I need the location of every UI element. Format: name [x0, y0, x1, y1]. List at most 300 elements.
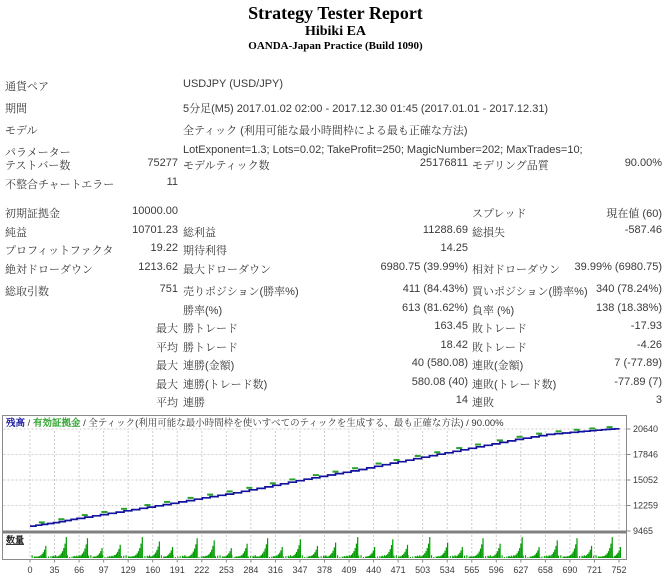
- volume-bar: [517, 553, 518, 558]
- volume-bar: [525, 555, 526, 558]
- volume-bar: [402, 555, 403, 558]
- stats-label: 相対ドローダウン: [472, 263, 560, 276]
- volume-bar: [50, 556, 51, 558]
- legend-equity: 有効証拠金: [32, 418, 81, 429]
- volume-bar: [250, 556, 251, 558]
- volume-bar: [373, 550, 374, 558]
- x-tick-label: 253: [218, 565, 234, 575]
- volume-bar: [379, 556, 380, 558]
- volume-bar: [177, 557, 178, 558]
- volume-bar: [210, 552, 211, 558]
- volume-bar: [222, 557, 223, 559]
- stats-value: -17.93: [630, 320, 662, 332]
- volume-bar: [583, 557, 584, 559]
- volume-bar: [612, 537, 613, 558]
- volume-bar: [133, 556, 134, 558]
- stats-label: 不整合チャートエラー: [5, 178, 115, 191]
- volume-bar: [280, 550, 281, 558]
- volume-bar: [120, 545, 121, 558]
- volume-bar: [339, 557, 340, 558]
- stats-label: 勝トレード: [183, 323, 238, 335]
- stats-value: 340 (78.24%): [595, 283, 662, 295]
- volume-bar: [77, 557, 78, 559]
- volume-bar: [58, 556, 59, 558]
- legend-model: 全ティック(利用可能な最小時間枠を使いすべてのティックを生成する、最も正確な方法) / 90.00%: [88, 418, 504, 429]
- volume-bar: [596, 555, 597, 558]
- volume-bar: [207, 555, 208, 558]
- volume-bar: [241, 555, 242, 558]
- stats-value: 10000.00: [132, 205, 178, 217]
- volume-bar: [331, 553, 332, 558]
- volume-bar: [460, 550, 461, 558]
- volume-bar: [308, 557, 309, 559]
- volume-bar: [605, 555, 606, 558]
- volume-bar: [38, 557, 39, 559]
- volume-bar: [574, 549, 575, 558]
- x-tick-label: 503: [415, 565, 431, 575]
- volume-bar: [327, 556, 328, 558]
- volume-bar: [330, 555, 331, 558]
- stats-value: 163.45: [434, 320, 468, 332]
- volume-bar: [554, 550, 555, 558]
- volume-bar: [278, 554, 279, 558]
- volume-bar: [107, 557, 108, 558]
- volume-bar: [568, 557, 569, 559]
- volume-bar: [355, 548, 356, 558]
- volume-bar: [239, 556, 240, 558]
- volume-bar: [404, 552, 405, 558]
- volume-bar: [383, 557, 384, 559]
- stats-value: 751: [159, 283, 178, 295]
- volume-bar: [403, 554, 404, 558]
- volume-bar: [536, 553, 537, 558]
- stats-label: 連敗(トレード数): [472, 378, 557, 391]
- volume-bar: [167, 556, 168, 558]
- volume-bar: [215, 556, 216, 558]
- volume-bar: [520, 544, 521, 558]
- volume-bar: [491, 557, 492, 559]
- volume-bar: [277, 556, 278, 558]
- stats-value: -4.26: [636, 338, 662, 351]
- info-label: 通貨ペア: [5, 81, 49, 93]
- stats-value: 3: [655, 394, 662, 406]
- volume-bar: [545, 557, 546, 559]
- volume-bar: [262, 554, 263, 558]
- volume-bar: [104, 557, 105, 558]
- x-tick-label: 565: [464, 565, 480, 575]
- volume-bar: [385, 556, 386, 558]
- x-tick-label: 160: [145, 565, 161, 575]
- y-tick-label: 12259: [633, 500, 659, 511]
- volume-bar: [57, 556, 58, 558]
- volume-bar: [244, 551, 245, 558]
- volume-bar: [329, 556, 330, 558]
- volume-bar: [458, 554, 459, 558]
- x-tick-label: 284: [243, 565, 259, 575]
- volume-bar: [99, 553, 100, 558]
- volume-bar: [582, 557, 583, 559]
- volume-bar: [485, 556, 486, 558]
- volume-bar: [246, 544, 247, 558]
- stats-row: [0, 339, 671, 354]
- volume-bar: [302, 555, 303, 558]
- volume-bar: [431, 555, 432, 558]
- volume-bar: [66, 537, 67, 558]
- volume-bar: [382, 557, 383, 559]
- volume-bar: [236, 557, 237, 559]
- stats-value: 平均: [156, 341, 178, 354]
- volume-bar: [444, 551, 445, 558]
- volume-bar: [132, 557, 133, 559]
- volume-bar: [306, 557, 307, 558]
- volume-bar: [293, 555, 294, 558]
- volume-bar: [318, 557, 319, 558]
- volume-bar: [150, 557, 151, 559]
- stats-label: 総損失: [472, 226, 505, 239]
- volume-bar: [433, 557, 434, 558]
- x-tick-label: 658: [537, 565, 553, 575]
- volume-bar: [334, 547, 335, 558]
- volume-bar: [475, 556, 476, 558]
- volume-bar: [245, 548, 246, 558]
- volume-bar: [544, 556, 545, 558]
- volume-bar: [504, 557, 505, 558]
- volume-bar: [598, 557, 599, 559]
- stats-row: [0, 176, 671, 191]
- stats-row: [0, 320, 671, 335]
- volume-bar: [93, 557, 94, 559]
- volume-bar: [508, 557, 509, 559]
- info-row: [0, 122, 671, 137]
- volume-bar: [238, 557, 239, 559]
- stats-label: 売りポジション(勝率%): [183, 286, 299, 298]
- volume-bar: [206, 556, 207, 558]
- volume-bar: [142, 537, 143, 558]
- info-row: [0, 78, 671, 93]
- stats-value: 6980.75 (39.99%): [380, 260, 468, 273]
- volume-bar: [532, 556, 533, 558]
- volume-bar: [480, 549, 481, 558]
- volume-bar: [140, 544, 141, 558]
- volume-bar: [356, 544, 357, 558]
- volume-bar: [189, 556, 190, 558]
- stats-value: 平均: [156, 397, 178, 409]
- volume-bar: [506, 557, 507, 558]
- volume-bar: [53, 557, 54, 559]
- x-tick-label: 471: [390, 565, 406, 575]
- stats-row: [0, 357, 671, 372]
- stats-value: 14: [455, 394, 468, 406]
- volume-bar: [312, 555, 313, 558]
- volume-bar: [332, 551, 333, 558]
- x-tick-label: 347: [292, 565, 308, 575]
- stats-label: 買いポジション(勝率%): [472, 286, 588, 298]
- volume-bar: [407, 545, 408, 558]
- profit-graph: [0, 412, 671, 582]
- volume-bar: [185, 557, 186, 559]
- volume-bar: [87, 538, 88, 558]
- volume-bar: [365, 557, 366, 559]
- volume-bar: [474, 557, 475, 559]
- volume-bar: [418, 557, 419, 559]
- stats-label: 連敗: [472, 397, 494, 409]
- volume-bar: [593, 556, 594, 558]
- volume-bar: [266, 544, 267, 558]
- volume-bar: [166, 556, 167, 558]
- stats-value: 39.99% (6980.75): [574, 260, 662, 273]
- volume-bar: [205, 557, 206, 559]
- volume-bar: [576, 538, 577, 558]
- volume-bar: [79, 556, 80, 558]
- stats-label: 連勝(トレード数): [183, 378, 268, 391]
- volume-bar: [406, 549, 407, 558]
- volume-bar: [591, 546, 592, 558]
- volume-bar: [72, 557, 73, 558]
- volume-bar: [558, 556, 559, 558]
- stats-row: [0, 205, 671, 220]
- stats-label: モデリング品質: [472, 160, 549, 172]
- volume-bar: [530, 557, 531, 559]
- volume-bar: [285, 556, 286, 558]
- volume-bar: [438, 557, 439, 559]
- volume-bar: [514, 556, 515, 558]
- volume-bar: [453, 557, 454, 559]
- volume-bar: [121, 556, 122, 558]
- volume-bar: [410, 557, 411, 558]
- volume-bar: [108, 557, 109, 559]
- volume-bar: [603, 556, 604, 558]
- volume-bar: [391, 545, 392, 558]
- volume-bar: [496, 553, 497, 558]
- stats-value: 最大: [156, 323, 178, 335]
- stats-row: [0, 376, 671, 391]
- stats-label: 総取引数: [5, 286, 49, 298]
- volume-bar: [86, 544, 87, 558]
- volume-bar: [489, 557, 490, 559]
- stats-value: 10701.23: [132, 223, 178, 236]
- volume-bar: [535, 554, 536, 558]
- volume-bar: [227, 555, 228, 558]
- volume-bar: [134, 556, 135, 558]
- stats-value: 411 (84.43%): [402, 283, 468, 295]
- stats-value: 138 (18.38%): [595, 301, 662, 314]
- volume-bar: [96, 556, 97, 558]
- volume-bar: [39, 556, 40, 558]
- volume-bar: [352, 553, 353, 558]
- stats-value: 580.08 (40): [411, 375, 468, 388]
- volume-bar: [194, 549, 195, 558]
- report-title: Strategy Tester Report: [248, 3, 423, 23]
- volume-bar: [569, 556, 570, 558]
- info-label: 期間: [5, 103, 27, 115]
- ea-name: Hibiki EA: [304, 24, 367, 39]
- volume-bar: [84, 549, 85, 558]
- volume-bar: [550, 555, 551, 558]
- volume-bar: [479, 552, 480, 558]
- volume-bar: [202, 557, 203, 559]
- volume-bar: [198, 557, 199, 558]
- volume-bar: [253, 557, 254, 559]
- volume-bar: [392, 539, 393, 558]
- volume-bar: [420, 556, 421, 558]
- volume-bar: [564, 557, 565, 559]
- volume-bar: [419, 557, 420, 559]
- volume-bar: [587, 554, 588, 558]
- volume-bar: [290, 557, 291, 559]
- info-value: 5分足(M5) 2017.01.02 02:00 - 2017.12.30 01:45 (2017.01.01 - 2017.12.31): [183, 103, 549, 115]
- volume-bar: [76, 557, 77, 559]
- volume-bar: [98, 555, 99, 558]
- volume-bar: [537, 550, 538, 558]
- volume-bar: [298, 545, 299, 558]
- stats-value: 25176811: [419, 157, 468, 169]
- volume-bar: [366, 557, 367, 559]
- panel-separator: [3, 531, 626, 534]
- stats-value: 75277: [147, 157, 178, 169]
- volume-bar: [549, 556, 550, 558]
- info-label: パラメーター: [5, 147, 71, 159]
- volume-bar: [274, 557, 275, 559]
- volume-bar: [130, 557, 131, 559]
- volume-bar: [123, 556, 124, 558]
- balance-equity-chart: [0, 412, 671, 582]
- volume-bar: [263, 552, 264, 558]
- volume-bar: [259, 556, 260, 558]
- volume-bar: [347, 557, 348, 559]
- volume-bar: [175, 557, 176, 558]
- stats-value: 11: [166, 175, 178, 188]
- volume-bar: [116, 554, 117, 558]
- volume-bar: [388, 552, 389, 558]
- volume-bar: [226, 556, 227, 558]
- stats-label: 連敗(金額): [472, 360, 524, 372]
- volume-bar: [282, 547, 283, 558]
- volume-bar: [358, 556, 359, 558]
- y-tick-label: 9465: [633, 526, 654, 536]
- volume-bar: [608, 551, 609, 558]
- volume-bar: [64, 544, 65, 558]
- volume-bar: [186, 557, 187, 559]
- volume-bar: [488, 557, 489, 559]
- volume-bar: [283, 557, 284, 558]
- volume-bar: [371, 553, 372, 558]
- volume-bar: [169, 553, 170, 558]
- volume-bar: [275, 556, 276, 558]
- volume-bar: [82, 554, 83, 558]
- volume-bar: [34, 557, 35, 559]
- stats-value: 613 (81.62%): [401, 301, 468, 314]
- volume-bar: [217, 556, 218, 558]
- volume-bar: [363, 557, 364, 558]
- volume-bar: [135, 555, 136, 558]
- volume-bar: [424, 553, 425, 558]
- volume-bar: [67, 555, 68, 558]
- x-tick-label: 440: [366, 565, 382, 575]
- report-header: [0, 3, 671, 53]
- volume-bar: [393, 556, 394, 558]
- volume-bar: [214, 540, 215, 558]
- volume-bar: [437, 557, 438, 559]
- volume-bar: [573, 552, 574, 558]
- volume-bar: [144, 556, 145, 558]
- volume-bar: [229, 551, 230, 558]
- volume-bar: [476, 555, 477, 558]
- volume-bar: [139, 548, 140, 558]
- volume-bar: [557, 540, 558, 558]
- server-build: OANDA-Japan Practice (Build 1090): [248, 40, 423, 52]
- volume-bar: [204, 557, 205, 559]
- volume-bar: [609, 548, 610, 558]
- volume-bar: [111, 557, 112, 559]
- y-tick-label: 15052: [633, 475, 659, 486]
- volume-bar: [439, 556, 440, 558]
- stats-value: 最大: [156, 378, 178, 391]
- volume-bar: [147, 557, 148, 559]
- volume-bar: [457, 556, 458, 558]
- volume-bar: [69, 557, 70, 558]
- volume-bar: [192, 554, 193, 558]
- volume-bar: [555, 546, 556, 558]
- volume-bar: [325, 557, 326, 559]
- volume-bar: [436, 557, 437, 559]
- volume-bar: [515, 555, 516, 558]
- volume-bar: [442, 555, 443, 558]
- stats-value: 11288.69: [422, 223, 468, 236]
- volume-bar: [509, 557, 510, 559]
- volume-bar: [211, 550, 212, 558]
- stats-label: テストバー数: [5, 160, 71, 172]
- volume-bar: [533, 556, 534, 558]
- info-value: 全ティック (利用可能な最小時間枠による最も正確な方法): [183, 125, 468, 137]
- volume-bar: [258, 557, 259, 559]
- volume-bar: [316, 550, 317, 558]
- volume-bar: [180, 556, 181, 558]
- volume-bar: [353, 551, 354, 558]
- volume-bar: [357, 537, 358, 558]
- volume-bar: [398, 557, 399, 559]
- chart-legend: 残高 / 有効証拠金 / 全ティック(利用可能な最小時間枠を使いすべてのティックを生成する、最も正確な方法) / 90.00%: [6, 418, 504, 429]
- volume-bar: [477, 554, 478, 558]
- volume-bar: [324, 557, 325, 559]
- volume-bar: [518, 551, 519, 558]
- stats-row: [0, 242, 671, 257]
- stats-label: 敗トレード: [472, 323, 527, 335]
- volume-bar: [386, 555, 387, 558]
- volume-bar: [571, 554, 572, 558]
- volume-bar: [188, 557, 189, 559]
- info-value: LotExponent=1.3; Lots=0.02; TakeProfit=250; MagicNumber=202; MaxTrades=10;: [183, 144, 583, 156]
- stats-row: [0, 283, 671, 298]
- volume-bar: [256, 557, 257, 559]
- volume-bar: [161, 555, 162, 558]
- stats-value: 18.42: [440, 338, 468, 351]
- volume-bar: [368, 556, 369, 558]
- x-tick-label: 222: [194, 565, 210, 575]
- volume-bar: [493, 556, 494, 558]
- volume-bar: [36, 557, 37, 559]
- volume-bar: [254, 557, 255, 559]
- volume-bar: [296, 552, 297, 558]
- volume-bar: [224, 556, 225, 558]
- volume-bar: [548, 557, 549, 559]
- volume-bar: [498, 548, 499, 558]
- volume-bar: [311, 556, 312, 558]
- volume-bar: [523, 556, 524, 558]
- stats-label: 勝トレード: [183, 341, 238, 354]
- volume-bar: [369, 556, 370, 558]
- volume-bar: [314, 552, 315, 558]
- stats-label: モデルティック数: [183, 160, 270, 172]
